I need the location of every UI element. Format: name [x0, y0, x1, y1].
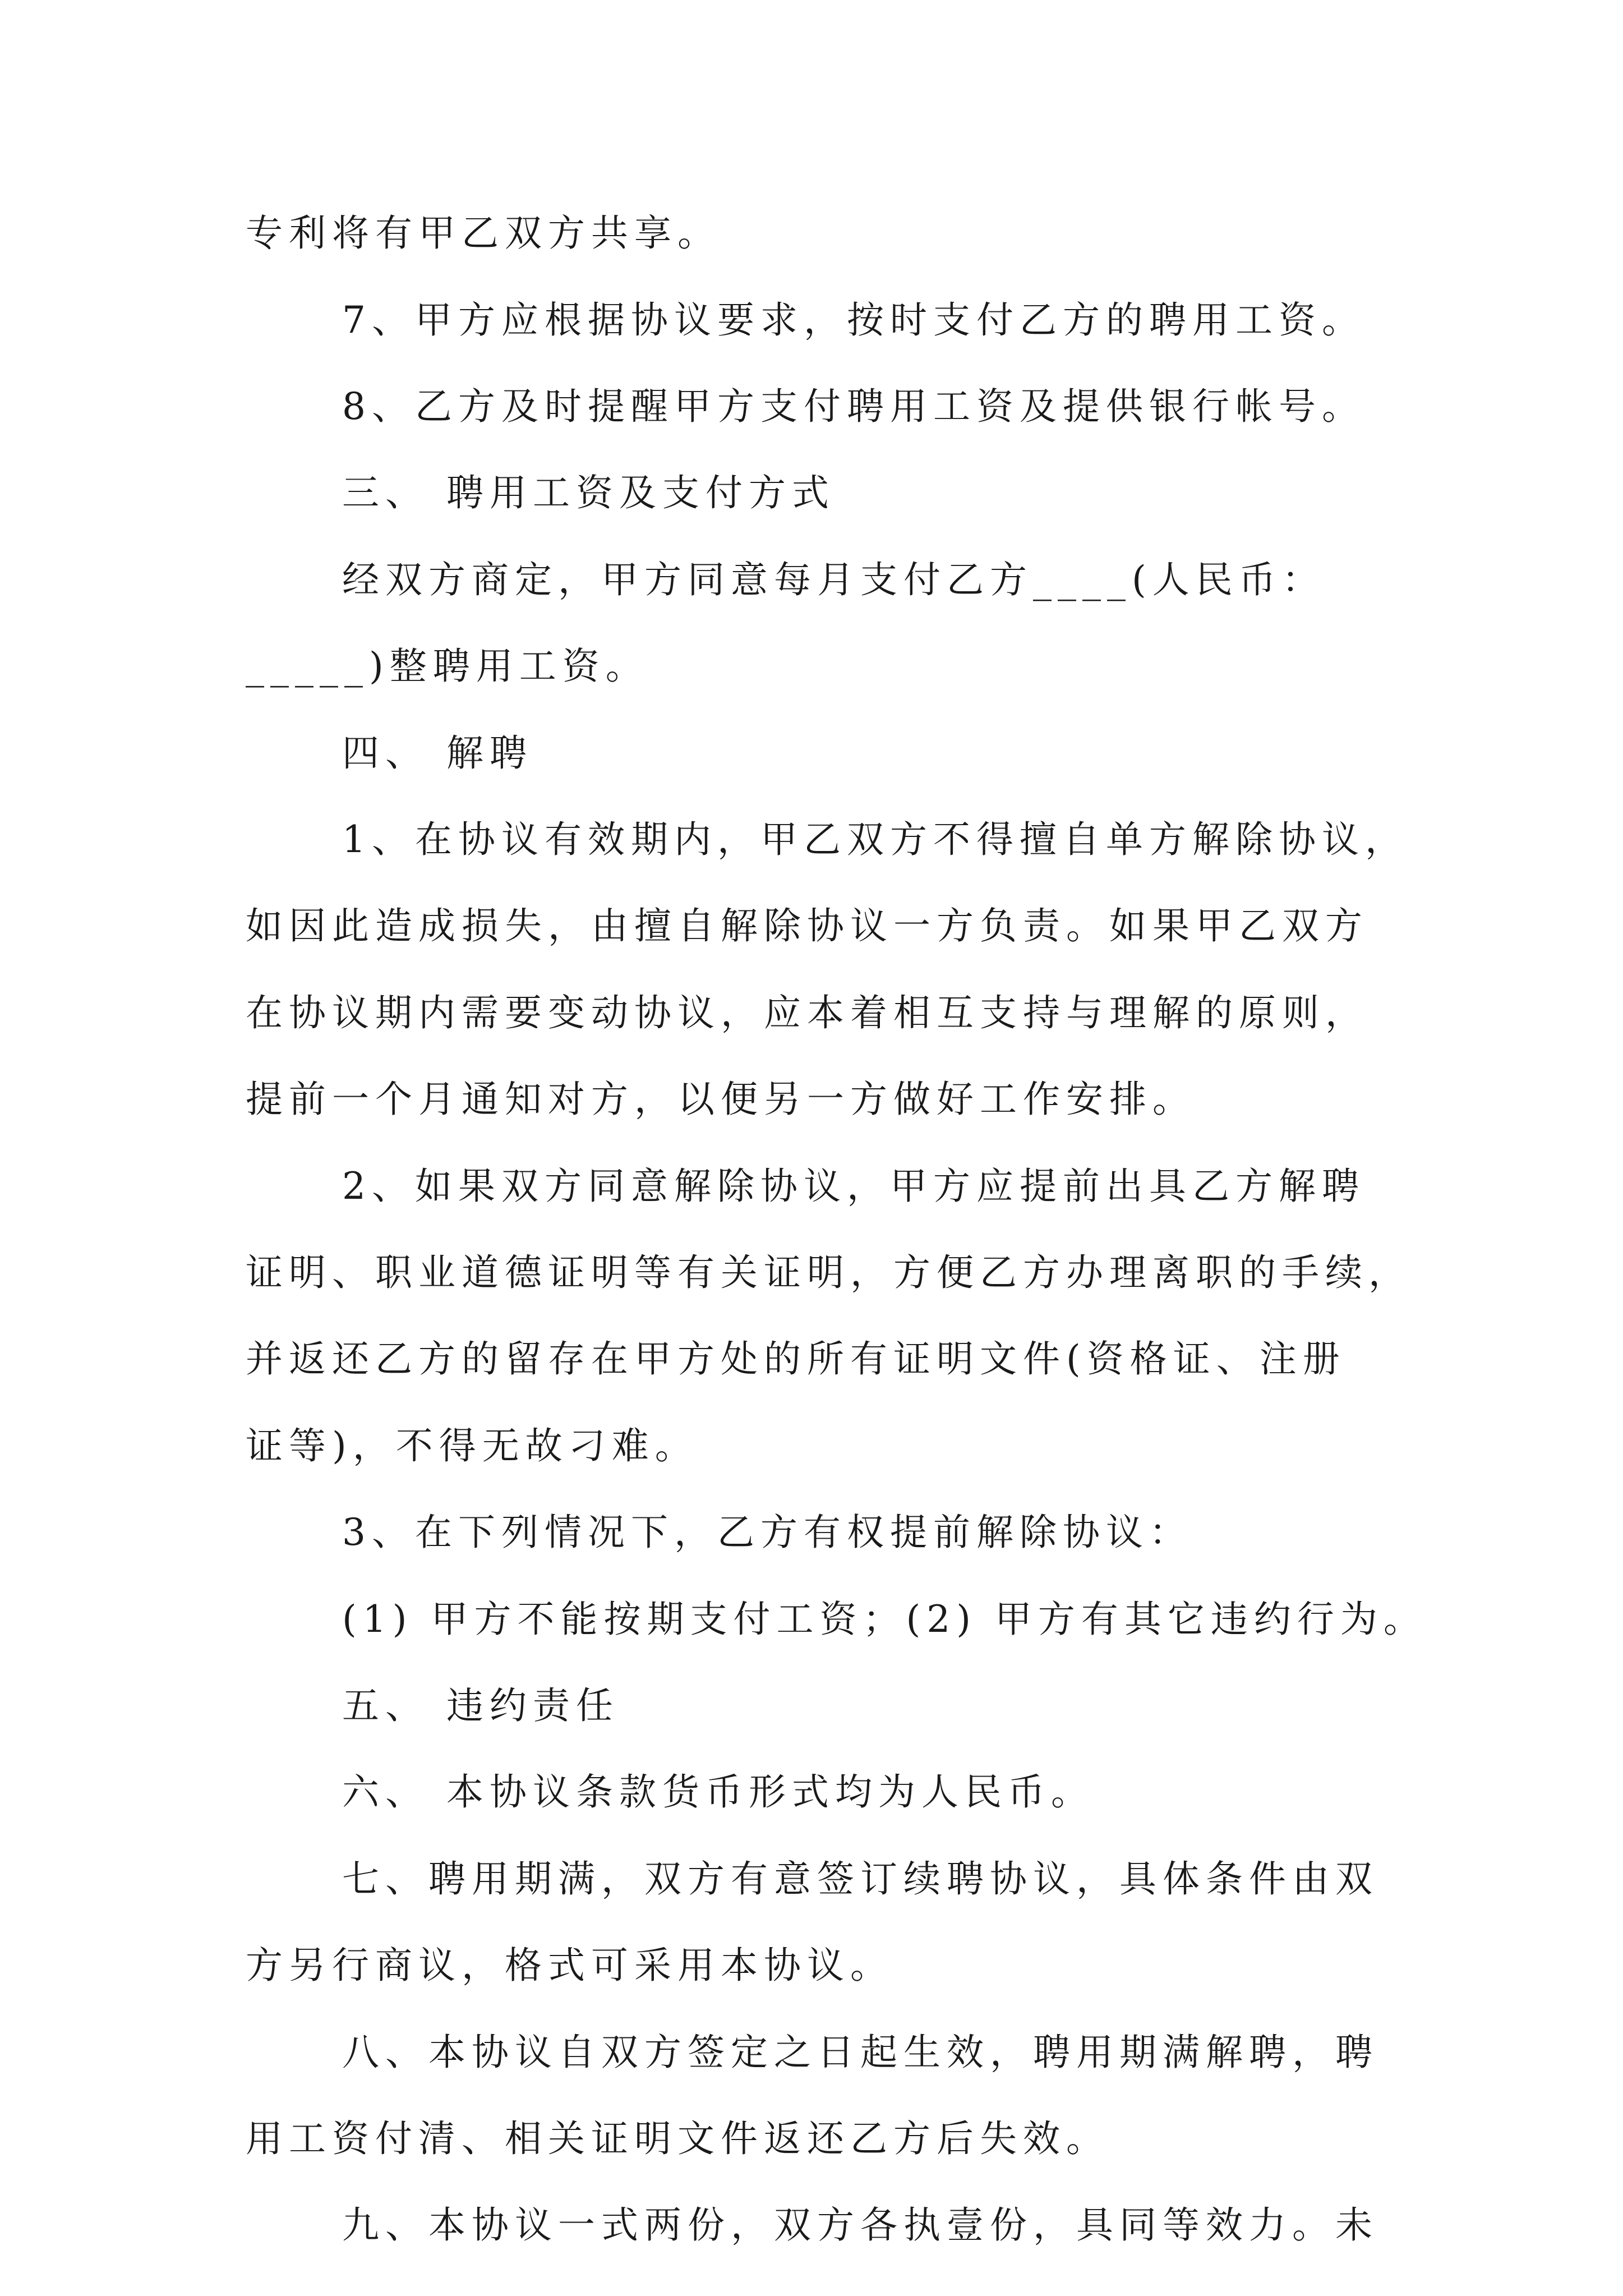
text-line: 7、甲方应根据协议要求，按时支付乙方的聘用工资。 — [342, 298, 1365, 342]
text-line: 专利将有甲乙双方共享。 — [246, 211, 721, 255]
text-line: 1、在协议有效期内，甲乙双方不得擅自单方解除协议， — [342, 818, 1408, 861]
section-heading: 五、 违约责任 — [342, 1684, 619, 1727]
text-line: 8、乙方及时提醒甲方支付聘用工资及提供银行帐号。 — [342, 385, 1365, 428]
text-line: 并返还乙方的留存在甲方处的所有证明文件(资格证、注册 — [246, 1337, 1346, 1381]
text-line: 如因此造成损失，由擅自解除协议一方负责。如果甲乙双方 — [246, 904, 1368, 947]
text-line: 2、如果双方同意解除协议，甲方应提前出具乙方解聘 — [342, 1165, 1365, 1208]
text-line: 3、在下列情况下，乙方有权提前解除协议： — [342, 1511, 1192, 1554]
text-line: 提前一个月通知对方，以便另一方做好工作安排。 — [246, 1078, 1196, 1121]
section-heading: 六、 本协议条款货币形式均为人民币。 — [342, 1770, 1094, 1814]
text-line: 证明、职业道德证明等有关证明，方便乙方办理离职的手续， — [246, 1251, 1412, 1294]
text-line: 用工资付清、相关证明文件返还乙方后失效。 — [246, 2117, 1109, 2160]
text-line: 证等)，不得无故刁难。 — [246, 1424, 698, 1467]
section-heading: 四、 解聘 — [342, 731, 533, 775]
text-line: 七、聘用期满，双方有意签订续聘协议，具体条件由双 — [342, 1857, 1378, 1901]
text-line: (1) 甲方不能按期支付工资；(2) 甲方有其它违约行为。 — [342, 1598, 1427, 1641]
text-line: 经双方商定，甲方同意每月支付乙方____(人民币： — [342, 558, 1325, 601]
section-heading: 三、 聘用工资及支付方式 — [342, 471, 835, 514]
text-line: _____)整聘用工资。 — [246, 645, 649, 688]
text-line: 八、本协议自双方签定之日起生效，聘用期满解聘，聘 — [342, 2031, 1378, 2074]
text-line: 方另行商议，格式可采用本协议。 — [246, 1944, 893, 1987]
text-line: 在协议期内需要变动协议，应本着相互支持与理解的原则， — [246, 991, 1368, 1034]
text-line: 九、本协议一式两份，双方各执壹份，具同等效力。未 — [342, 2203, 1378, 2247]
